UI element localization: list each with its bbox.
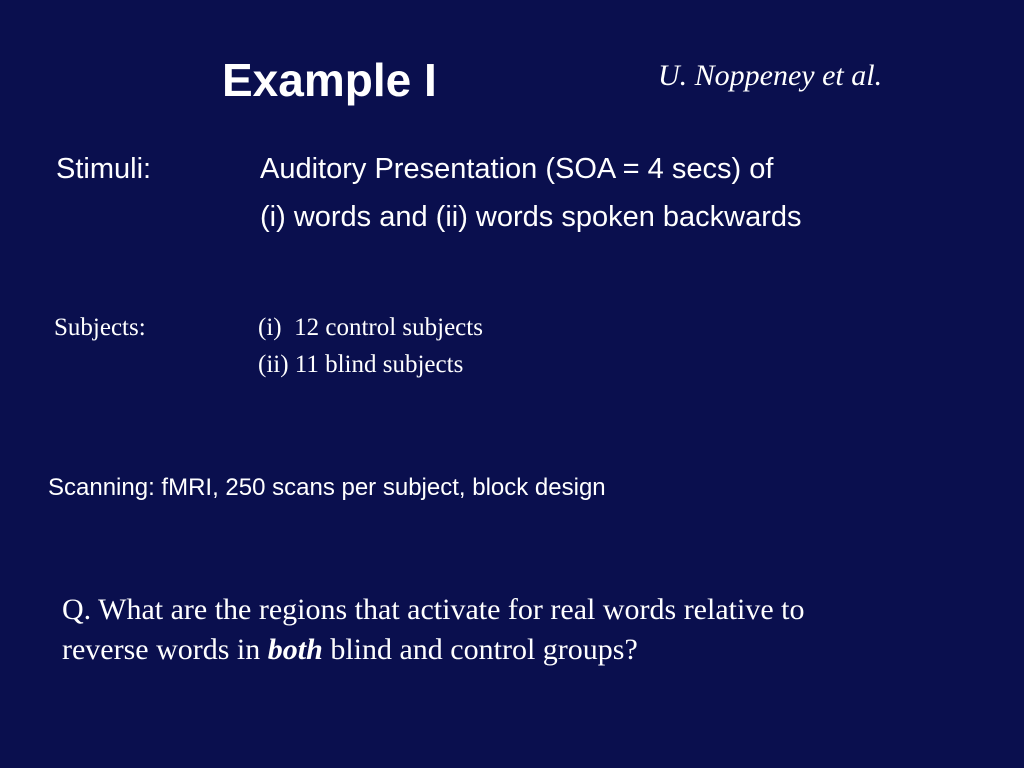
slide-title: Example I xyxy=(222,54,437,106)
scanning-info: Scanning: fMRI, 250 scans per subject, block design xyxy=(48,474,606,501)
stimuli-description-line1: Auditory Presentation (SOA = 4 secs) of xyxy=(260,153,774,185)
question-line1: Q. What are the regions that activate for real words relative to xyxy=(62,593,805,626)
question-line2 xyxy=(62,630,962,670)
stimuli-label: Stimuli: xyxy=(56,153,152,185)
stimuli-description-line2: (i) words and (ii) words spoken backwards xyxy=(260,201,802,233)
subjects-item-blind: (ii) 11 blind subjects xyxy=(258,351,464,378)
question-line2-pre: reverse words in xyxy=(62,633,268,666)
question-line2-post: blind and control groups? xyxy=(322,633,638,666)
research-question xyxy=(62,590,962,670)
author-credit: U. Noppeney et al. xyxy=(658,59,883,92)
question-emphasis: both xyxy=(267,633,323,666)
subjects-label: Subjects: xyxy=(54,314,146,341)
subjects-item-controls: (i) 12 control subjects xyxy=(258,314,483,341)
